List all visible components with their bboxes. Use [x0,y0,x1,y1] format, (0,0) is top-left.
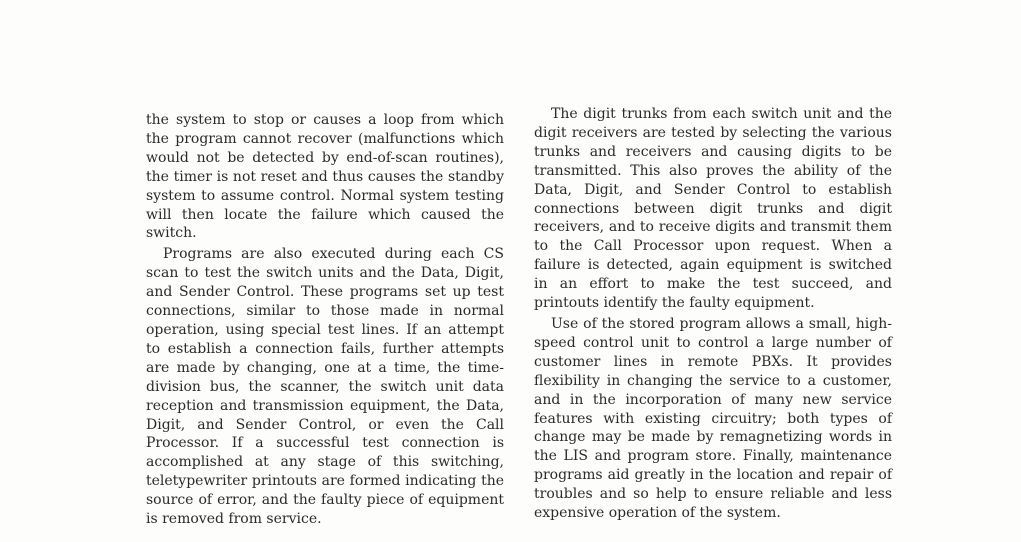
right-paragraph-1: The digit trunks from each switch unit and the digit receivers are tested by selecting the various trunks and receivers and causing digits to be transmitted. This also proves the ability of the Data, Digit, and Sender Control to establish connections between digit trunks and digit receivers, and to receive digits and transmit them to the Call Processor upon request. When a failure is detected, again equipment is switched in an effort to make the test succeed, and printouts identify the faulty equipment. [534,106,892,312]
left-text-column [146,111,504,529]
left-paragraph-1: the system to stop or causes a loop from which the program cannot recover (malfunctions which would not be detected by end-of-scan routines), the timer is not reset and thus causes the standby system to assume control. Normal system testing will then locate the failure which caused the switch. [146,112,504,242]
right-text-column [534,105,892,523]
left-paragraph-2: Programs are also executed during each CS scan to test the switch units and the Data, Digit, and Sender Control. These programs set up test connections, similar to those made in normal operation, using special test lines. If an attempt to establish a connection fails, further attempts are made by changing, one at a time, the time-division bus, the scanner, the switch unit data reception and transmission equipment, the Data, Digit, and Sender Control, or even the Call Processor. If a successful test connection is accomplished at any stage of this switching, teletypewriter printouts are formed indicating the source of error, and the faulty piece of equipment is removed from service. [146,246,504,528]
right-paragraph-2: Use of the stored program allows a small, high-speed control unit to control a large number of customer lines in remote PBXs. It provides flexibility in changing the service to a customer, and in the incorporation of many new service features with existing circuitry; both types of change may be made by remagnetizing words in the LIS and program store. Finally, maintenance programs aid greatly in the location and repair of troubles and so help to ensure reliable and less expensive operation of the system. [534,315,892,522]
